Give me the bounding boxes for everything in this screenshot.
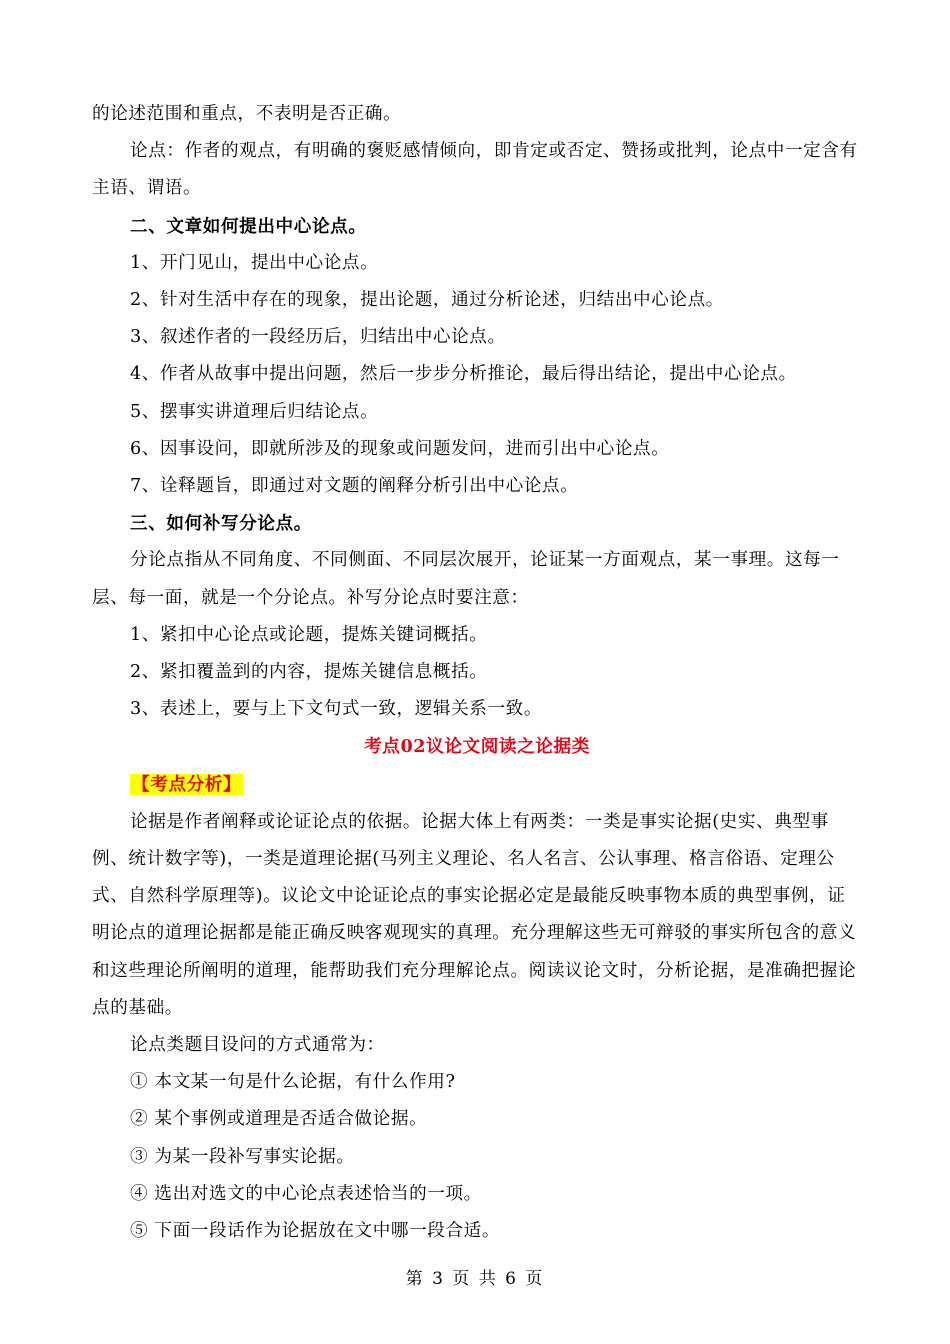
list-item: 1、开门见山，提出中心论点。 xyxy=(130,252,379,273)
section-heading-2: 二、文章如何提出中心论点。 xyxy=(130,215,367,237)
list-item: 2、紧扣覆盖到的内容，提炼关键信息概括。 xyxy=(130,662,488,683)
paragraph-continuation: 的论述范围和重点，不表明是否正确。 xyxy=(92,104,402,124)
analysis-tag: 【考点分析】 xyxy=(132,773,242,795)
section-heading-3: 三、如何补写分论点。 xyxy=(130,513,312,535)
paragraph-sub-argument: 分论点指从不同角度、不同侧面、不同层次展开，论证某一方面观点，某一事理。这每一层、每一面，就是一个分论点。补写分论点时要注意： xyxy=(92,550,840,608)
list-item: ② 某个事例或道理是否适合做论据。 xyxy=(130,1109,428,1130)
analysis-tag-line xyxy=(92,766,862,804)
list-item: ③ 为某一段补写事实论据。 xyxy=(130,1146,355,1167)
list-item: 3、叙述作者的一段经历后，归结出中心论点。 xyxy=(130,327,506,348)
list-item: 6、因事设问，即就所涉及的现象或问题发问，进而引出中心论点。 xyxy=(130,438,670,459)
list-item: 5、摆事实讲道理后归结论点。 xyxy=(130,401,379,422)
list-item: 2、针对生活中存在的现象，提出论题，通过分析论述，归结出中心论点。 xyxy=(130,290,724,311)
document-body xyxy=(92,96,862,1250)
paragraph-evidence: 论据是作者阐释或论证论点的依据。论据大体上有两类：一类是事实论据(史实、典型事例、统计数字等)，一类是道理论据(马列主义理论、名人名言、公认事理、格言俗语、定理公式、自然科学原理等)。议论文中论证论点的事实论据必定是最能反映事物本质的典型事例，证明论点的道理论据都是能正确反映客观现实的真理。充分理解这些无可辩驳的事实所包含的意义和这些理论所阐明的道理，能帮助我们充分理解论点。阅读议论文时，分析论据，是准确把握论点的基础。 xyxy=(92,811,857,1018)
page-footer: 第 3 页 共 6 页 xyxy=(405,1269,545,1289)
list-item: ④ 选出对选文的中心论点表述恰当的一项。 xyxy=(130,1183,482,1204)
list-item: 1、紧扣中心论点或论题，提炼关键词概括。 xyxy=(130,624,488,645)
list-item: 3、表述上，要与上下文句式一致，逻辑关系一致。 xyxy=(130,699,543,720)
list-item: 7、诠释题旨，即通过对文题的阐释分析引出中心论点。 xyxy=(130,476,579,497)
topic-title: 考点02议论文阅读之论据类 xyxy=(364,736,590,758)
list-item: ⑤ 下面一段话作为论据放在文中哪一段合适。 xyxy=(130,1221,501,1242)
paragraph-question-types: 论点类题目设问的方式通常为： xyxy=(130,1035,385,1056)
list-item: 4、作者从故事中提出问题，然后一步步分析推论，最后得出结论，提出中心论点。 xyxy=(130,364,797,385)
list-item: ① 本文某一句是什么论据，有什么作用? xyxy=(130,1072,456,1093)
paragraph-lundian-definition: 论点：作者的观点，有明确的褒贬感情倾向，即肯定或否定、赞扬或批判，论点中一定含有主语、谓语。 xyxy=(92,141,858,199)
